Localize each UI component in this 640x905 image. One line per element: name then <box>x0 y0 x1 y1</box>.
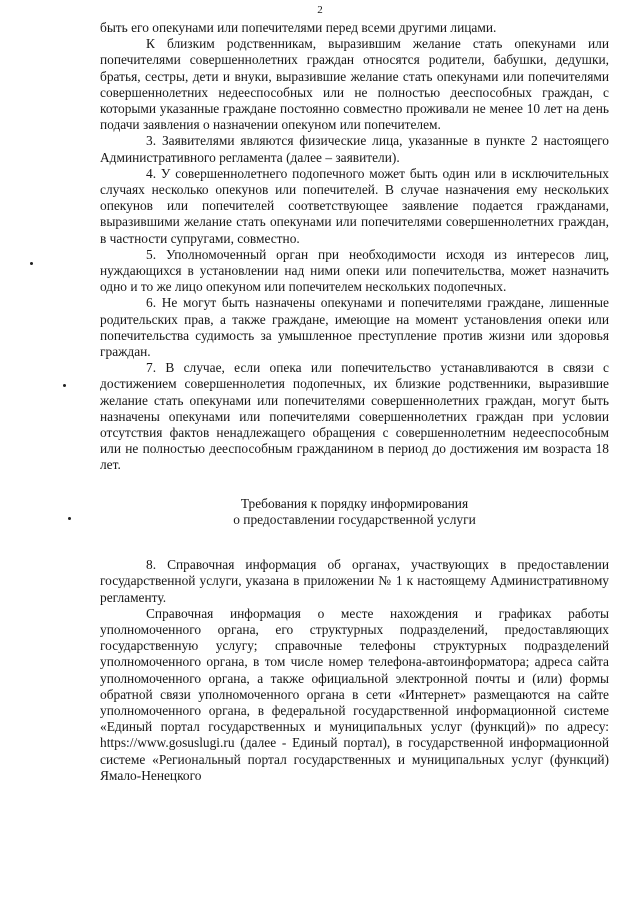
paragraph: 7. В случае, если опека или попечительство устанавливаются в связи с достижением совершеннолетия подопечных, их близкие родственники, выразившие желание стать опекунами или попечителями совершеннолетних граждан, могут быть назначены опекунами или попечителями совершеннолетних граждан при условии отсутствия фактов ненадлежащего обращения с совершеннолетним недееспособным или не полностью дееспособным гражданином в период до достижения им возраста 18 лет. <box>100 360 609 473</box>
section-heading <box>100 496 609 528</box>
section-heading-line: о предоставлении государственной услуги <box>233 511 476 527</box>
paragraph: 3. Заявителями являются физические лица, указанные в пункте 2 настоящего Административного регламента (далее – заявители). <box>100 133 609 165</box>
paragraph: быть его опекунами или попечителями перед всеми другими лицами. <box>100 20 497 35</box>
margin-mark <box>63 384 66 387</box>
paragraph: Справочная информация о месте нахождения и графиках работы уполномоченного органа, его структурных подразделений, предоставляющих государственную услугу; справочные телефоны структурных подразделений уполномоченного органа, в том числе номер телефона-автоинформатора; адреса сайта уполномоченного органа, а также официальной электронной почты и (или) формы обратной связи уполномоченного органа в сети «Интернет» размещаются на сайте уполномоченного органа, в федеральной государственной информационной системе «Единый портал государственных и муниципальных услуг (функций)» по адресу: https://www.gosuslugi.ru (далее - Единый портал), в государственной информационной системе «Региональный портал государственных и муниципальных услуг (функций) Ямало-Ненецкого <box>100 605 609 783</box>
margin-mark <box>68 517 71 520</box>
section-heading-line: Требования к порядку информирования <box>240 495 469 511</box>
paragraph: 4. У совершеннолетнего подопечного может быть один или в исключительных случаях несколько опекунов или попечителей. В случае назначения ему нескольких опекунов или попечителей соответствующее заявление подается гражданами, выразившими желание стать опекунами или попечителями совершеннолетних граждан, в частности супругами, совместно. <box>100 165 609 246</box>
paragraph: К близким родственникам, выразившим желание стать опекунами или попечителями совершеннолетних граждан относятся родители, бабушки, дедушки, братья, сестры, дети и внуки, выразившие желание стать опекунами или попечителями совершеннолетних недееспособных или не полностью дееспособных граждан, с которыми указанные граждане постоянно совместно проживали не менее 10 лет на день подачи заявления о назначении опекуном или попечителем. <box>100 36 609 133</box>
paragraph: 5. Уполномоченный орган при необходимости исходя из интересов лиц, нуждающихся в установлении над ними опеки или попечительства, может назначить одно и то же лицо опекуном или попечителем нескольких подопечных. <box>100 246 609 295</box>
page-number: 2 <box>317 4 323 16</box>
margin-mark <box>30 262 33 265</box>
paragraph: 8. Справочная информация об органах, участвующих в предоставлении государственной услуги, указана в приложении № 1 к настоящему Административному регламенту. <box>100 557 609 605</box>
paragraph: 6. Не могут быть назначены опекунами и попечителями граждане, лишенные родительских прав, а также граждане, имеющие на момент установления опеки или попечительства судимость за умышленное преступление против жизни или здоровья граждан. <box>100 295 609 360</box>
document-body <box>100 20 609 784</box>
